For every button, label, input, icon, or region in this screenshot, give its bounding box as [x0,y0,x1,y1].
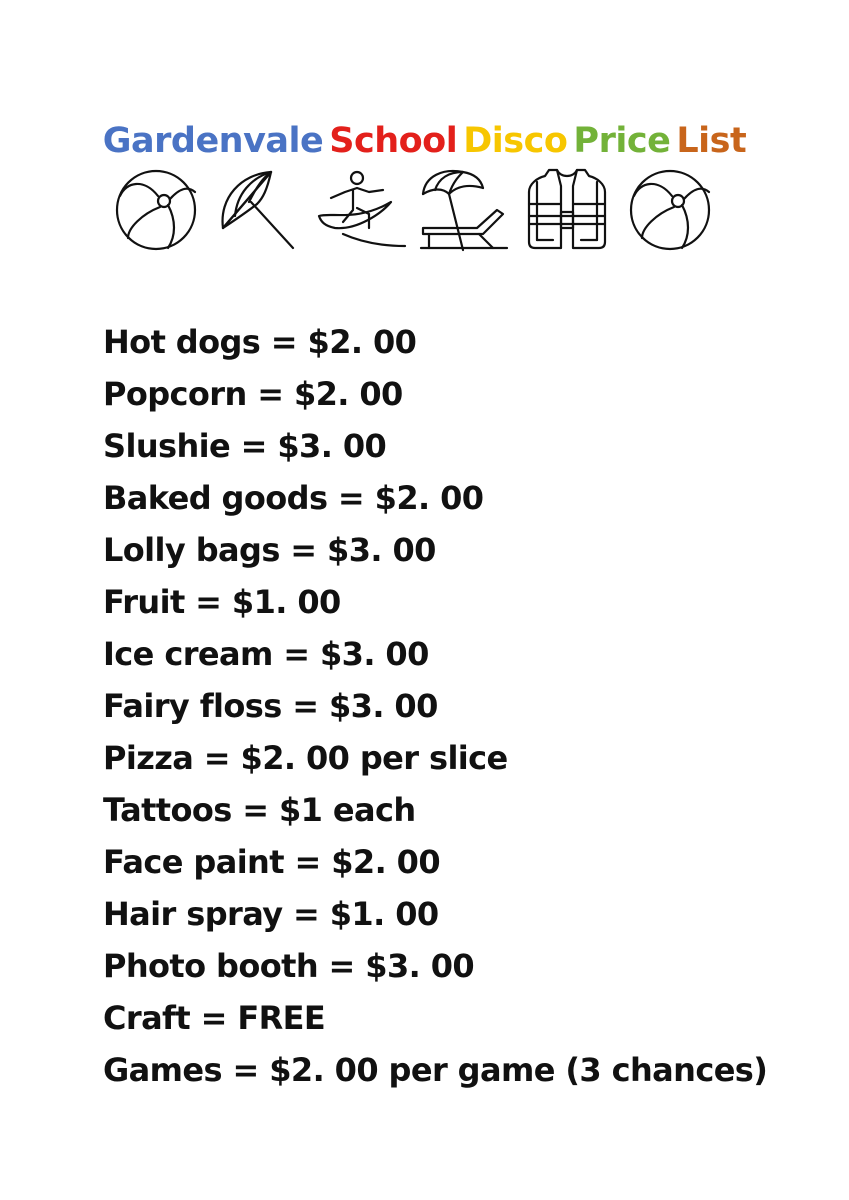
price-item-fruit: Fruit = $1. 00 [103,583,341,621]
price-item-tattoos: Tattoos = $1 each [103,791,416,829]
page-title [0,119,849,163]
price-list [103,316,767,1096]
price-item-face-paint: Face paint = $2. 00 [103,843,440,881]
icon-row [108,164,718,256]
price-item-craft: Craft = FREE [103,999,326,1037]
beach-ball-icon [622,164,718,256]
price-item-hair-spray: Hair spray = $1. 00 [103,895,439,933]
price-item-baked-goods: Baked goods = $2. 00 [103,479,484,517]
price-item-pizza: Pizza = $2. 00 per slice [103,739,508,777]
life-jacket-icon [519,164,615,256]
price-item-popcorn: Popcorn = $2. 00 [103,375,403,413]
price-item-hot-dogs: Hot dogs = $2. 00 [103,323,417,361]
title-word-school: School [329,121,458,162]
price-item-slushie: Slushie = $3. 00 [103,427,387,465]
sun-lounger-umbrella-icon [416,164,512,256]
beach-umbrella-icon [211,164,307,256]
price-item-ice-cream: Ice cream = $3. 00 [103,635,429,673]
title-word-disco: Disco [463,121,568,162]
title-word-list: List [676,121,747,162]
price-item-games: Games = $2. 00 per game (3 chances) [103,1051,768,1089]
price-item-lolly-bags: Lolly bags = $3. 00 [103,531,436,569]
title-word-price: Price [573,121,671,162]
title-word-gardenvale: Gardenvale [102,121,324,162]
price-item-photo-booth: Photo booth = $3. 00 [103,947,475,985]
surfer-icon [314,164,410,256]
beach-ball-icon [108,164,204,256]
price-item-fairy-floss: Fairy floss = $3. 00 [103,687,438,725]
